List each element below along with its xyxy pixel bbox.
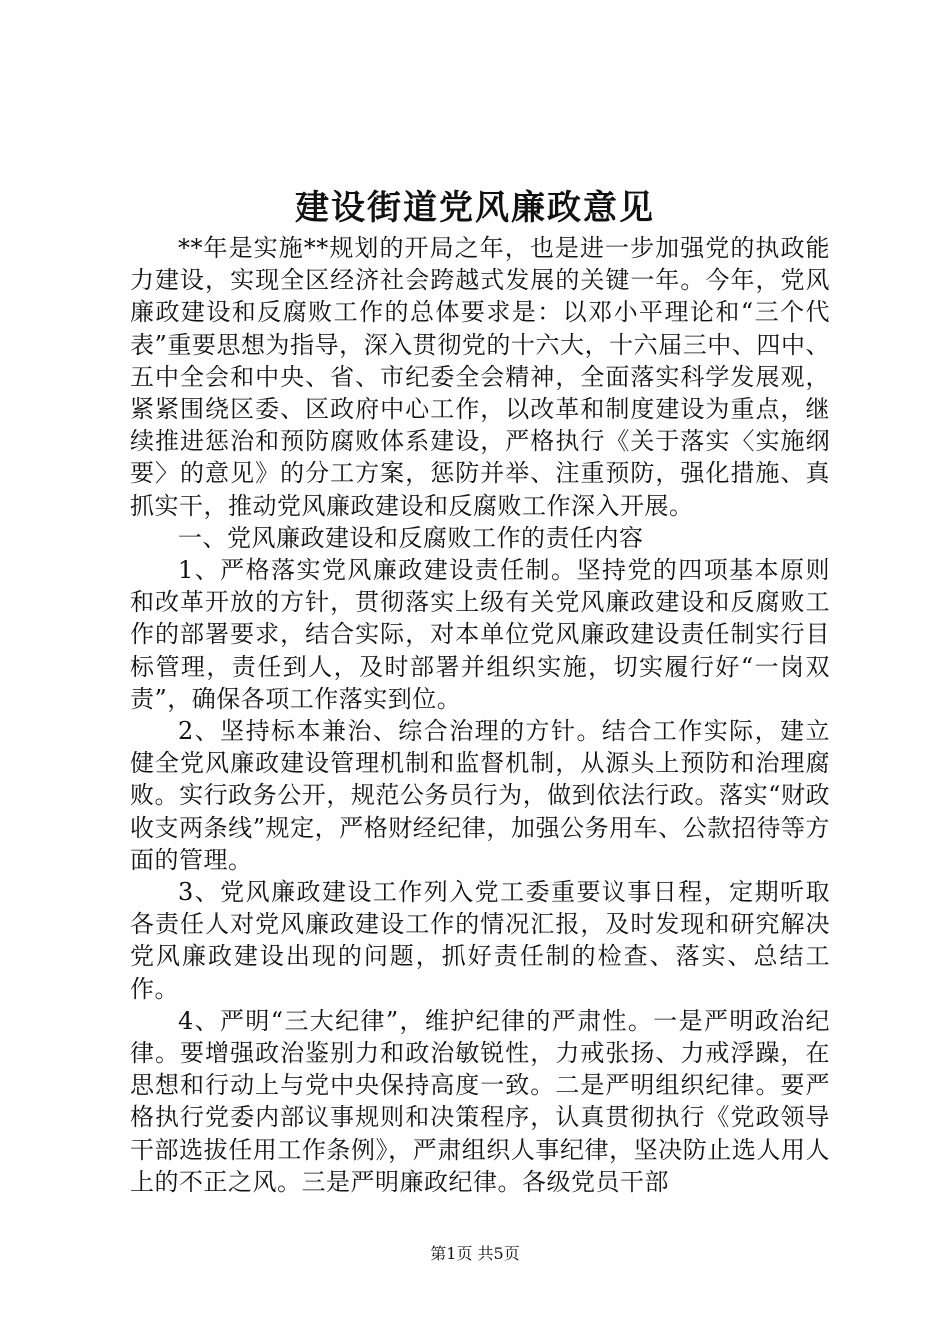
paragraph-item-4: 4、严明“三大纪律”，维护纪律的严肃性。一是严明政治纪律。要增强政治鉴别力和政治敏锐性，力戒张扬、力戒浮躁，在思想和行动上与党中央保持高度一致。二是严明组织纪律。要严格执行党委内部议事规则和决策程序，认真贯彻执行《党政领导干部选拔任用工作条例》，严肃组织人事纪律，坚决防止选人用人上的不正之风。三是严明廉政纪律。各级党员干部 [130, 1006, 830, 1196]
paragraph-item-2: 2、坚持标本兼治、综合治理的方针。结合工作实际，建立健全党风廉政建设管理机制和监督机制，从源头上预防和治理腐败。实行政务公开，规范公务员行为，做到依法行政。落实“财政收支两条线”规定，严格财经纪律，加强公务用车、公款招待等方面的管理。 [130, 717, 830, 874]
page-footer: 第1页 共5页 [430, 1244, 520, 1263]
document-title: 建设街道党风廉政意见 [295, 188, 655, 228]
document-body [130, 232, 830, 1198]
paragraph-item-3: 3、党风廉政建设工作列入党工委重要议事日程，定期听取各责任人对党风廉政建设工作的情况汇报，及时发现和研究解决党风廉政建设出现的问题，抓好责任制的检查、落实、总结工作。 [130, 878, 830, 1003]
paragraph-intro: **年是实施**规划的开局之年，也是进一步加强党的执政能力建设，实现全区经济社会跨越式发展的关键一年。今年，党风廉政建设和反腐败工作的总体要求是：以邓小平理论和“三个代表”重要思想为指导，深入贯彻党的十六大，十六届三中、四中、五中全会和中央、省、市纪委全会精神，全面落实科学发展观，紧紧围绕区委、区政府中心工作，以改革和制度建设为重点，继续推进惩治和预防腐败体系建设，严格执行《关于落实〈实施纲要〉的意见》的分工方案，惩防并举、注重预防，强化措施、真抓实干，推动党风廉政建设和反腐败工作深入开展。 [130, 234, 830, 520]
paragraph-item-1: 1、严格落实党风廉政建设责任制。坚持党的四项基本原则和改革开放的方针，贯彻落实上级有关党风廉政建设和反腐败工作的部署要求，结合实际，对本单位党风廉政建设责任制实行目标管理，责任到人，及时部署并组织实施，切实履行好“一岗双责”，确保各项工作落实到位。 [130, 556, 830, 713]
section-heading: 一、党风廉政建设和反腐败工作的责任内容 [178, 523, 644, 552]
